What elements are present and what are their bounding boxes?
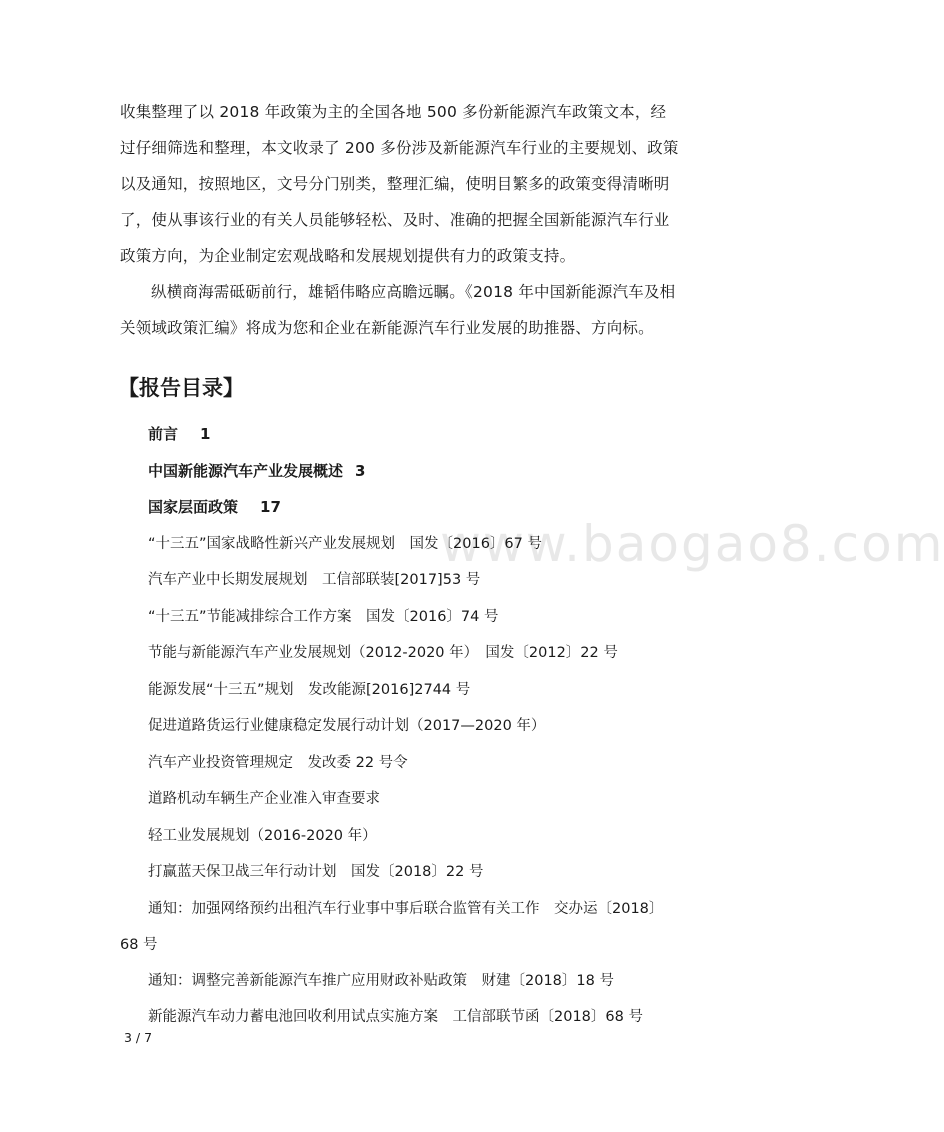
policy-item: 轻工业发展规划（2016-2020 年） <box>148 827 377 844</box>
toc-title: 【报告目录】 <box>118 376 244 400</box>
policy-item: 通知：调整完善新能源汽车推广应用财政补贴政策 财建〔2018〕18 号 <box>148 972 614 989</box>
toc-entry-page: 17 <box>260 498 281 516</box>
toc-entry-label: 中国新能源汽车产业发展概述 <box>148 461 344 480</box>
toc-entry-page: 1 <box>200 425 211 443</box>
intro-paragraph: 收集整理了以 2018 年政策为主的全国各地 500 多份新能源汽车政策文本，经过仔细筛选和整理，本文收录了 200 多份涉及新能源汽车行业的主要规划、政策以及通知，按照地区，文号分门别类，整理汇编，使明目繁多的政策变得清晰明了，使从事该行业的有关人员能够轻松、及时、准确的把握全国新能源汽车行业政策方向，为企业制定宏观战略和发展规划提供有力的政策支持。 <box>120 103 679 265</box>
toc-entry-page: 3 <box>355 461 366 480</box>
watermark: www.baogao8.com <box>440 515 944 573</box>
policy-item: 新能源汽车动力蓄电池回收利用试点实施方案 工信部联节函〔2018〕68 号 <box>148 1009 643 1025</box>
policy-item: “十三五”节能减排综合工作方案 国发〔2016〕74 号 <box>148 608 499 625</box>
toc-entry-overview <box>120 453 680 490</box>
policy-item: 节能与新能源汽车产业发展规划（2012-2020 年） 国发〔2012〕22 号 <box>148 645 618 661</box>
toc-entry-national-policy <box>120 489 680 526</box>
policy-item: 促进道路货运行业健康稳定发展行动计划（2017—2020 年） <box>148 718 546 734</box>
policy-item: “十三五”国家战略性新兴产业发展规划 国发〔2016〕67 号 <box>148 535 542 552</box>
policy-item: 汽车产业投资管理规定 发改委 22 号令 <box>148 754 408 771</box>
policy-item: 打赢蓝天保卫战三年行动计划 国发〔2018〕22 号 <box>148 864 484 880</box>
table-of-contents <box>120 416 680 1036</box>
toc-entry-label: 国家层面政策 <box>148 498 239 516</box>
toc-entry-preface <box>120 416 680 453</box>
policy-item: 汽车产业中长期发展规划 工信部联装[2017]53 号 <box>148 572 481 588</box>
toc-entry-label: 前言 <box>148 425 179 443</box>
policy-item: 能源发展“十三五”规划 发改能源[2016]2744 号 <box>148 681 471 698</box>
policy-item: 道路机动车辆生产企业准入审查要求 <box>148 791 380 807</box>
policy-item: 通知：加强网络预约出租汽车行业事中事后联合监管有关工作 交办运〔2018〕68 号 <box>120 900 664 953</box>
page-number: 3 / 7 <box>124 1030 153 1045</box>
closing-paragraph: 纵横商海需砥砺前行，雄韬伟略应高瞻远瞩。《2018 年中国新能源汽车及相关领域政策汇编》将成为您和企业在新能源汽车行业发展的助推器、方向标。 <box>120 283 676 337</box>
